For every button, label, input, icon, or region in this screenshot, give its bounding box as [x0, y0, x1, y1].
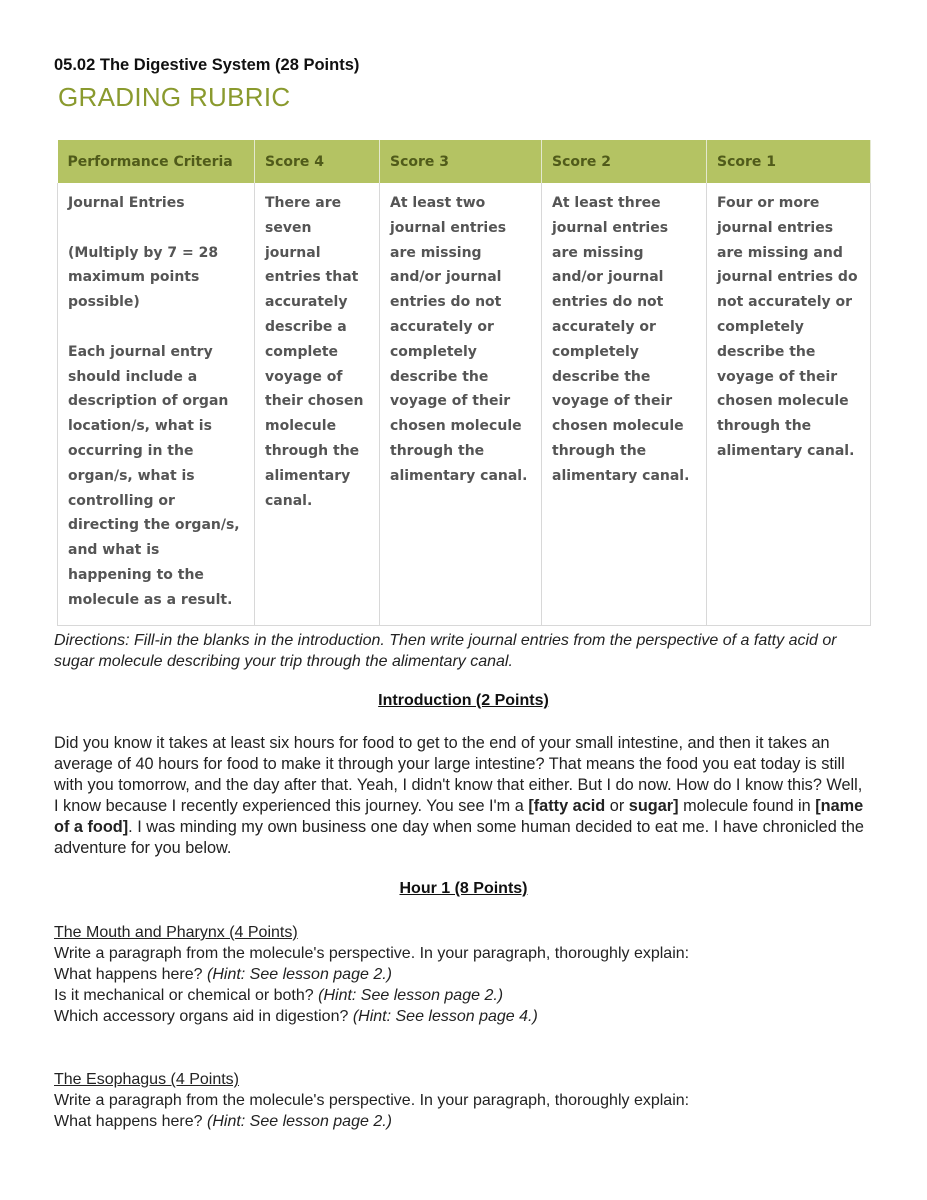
- intro-text-2: molecule found in: [678, 797, 816, 815]
- mouth-pharynx-prompt: Write a paragraph from the molecule's perspective. In your paragraph, thoroughly explain:: [54, 945, 690, 962]
- introduction-heading: Introduction (2 Points): [378, 692, 549, 709]
- header-score-4: Score 4: [255, 140, 380, 183]
- score-3-cell: At least two journal entries are missing and/or journal entries do not accurately or completely describe the voyage of their chosen molecule through the alimentary canal.: [380, 183, 542, 625]
- intro-text-3: . I was minding my own business one day when some human decided to eat me. I have chronicled the adventure for you below.: [54, 818, 864, 857]
- question-text: What happens here?: [54, 1113, 207, 1130]
- grading-rubric-table: [57, 140, 871, 626]
- blank-molecule-close: sugar]: [628, 797, 679, 815]
- header-score-1: Score 1: [707, 140, 871, 183]
- directions: Directions: Fill-in the blanks in the introduction. Then write journal entries from the perspective of a fatty acid or sugar molecule describing your trip through the alimentary canal.: [54, 632, 837, 670]
- question-text: Is it mechanical or chemical or both?: [54, 987, 319, 1004]
- hint-text: (Hint: See lesson page 4.): [352, 1008, 538, 1025]
- question-text: What happens here?: [54, 966, 207, 983]
- mouth-pharynx-title: The Mouth and Pharynx (4 Points): [54, 924, 298, 941]
- mouth-pharynx-section: [54, 922, 874, 1027]
- rubric-title: GRADING RUBRIC: [58, 82, 291, 112]
- esophagus-title: The Esophagus (4 Points): [54, 1071, 239, 1088]
- mouth-question-1: [54, 964, 874, 985]
- mouth-question-3: [54, 1006, 874, 1027]
- hint-text: (Hint: See lesson page 2.): [318, 987, 504, 1004]
- criteria-description: Each journal entry should include a description of organ location/s, what is occurring in the organ/s, what is controlling or directing the organ/s, and what is happening to the molecule as a result.: [68, 343, 240, 608]
- hint-text: (Hint: See lesson page 2.): [207, 1113, 392, 1130]
- criteria-name: Journal Entries: [68, 195, 185, 211]
- score-1-cell: Four or more journal entries are missing and journal entries do not accurately or completely describe the voyage of their chosen molecule through the alimentary canal.: [707, 183, 871, 625]
- blank-food-name: [name of a food]: [54, 797, 864, 836]
- hint-text: (Hint: See lesson page 2.): [207, 966, 392, 983]
- mouth-question-2: [54, 985, 874, 1006]
- esophagus-prompt: Write a paragraph from the molecule's perspective. In your paragraph, thoroughly explain:: [54, 1092, 690, 1109]
- header-performance-criteria: Performance Criteria: [58, 140, 255, 183]
- score-2-cell: At least three journal entries are missing and/or journal entries do not accurately or completely describe the voyage of their chosen molecule through the alimentary canal.: [542, 183, 707, 625]
- document-title: 05.02 The Digestive System (28 Points): [54, 56, 360, 74]
- hour-1-heading: Hour 1 (8 Points): [399, 880, 528, 897]
- esophagus-question-1: [54, 1111, 874, 1132]
- rubric-row-journal-entries: [58, 183, 871, 625]
- criteria-multiplier: (Multiply by 7 = 28 maximum points possible): [68, 244, 219, 311]
- intro-text-1: Did you know it takes at least six hours for food to get to the end of your small intestine, and then it takes an average of 40 hours for food to make it through your large intestine? That means the food you eat today is still with you tomorrow, and the day after that. Yeah, I didn't know that either. But I do now. How do I know this? Well, I know because I recently experienced this journey. You see I'm a: [54, 734, 863, 815]
- score-4-cell: There are seven journal entries that accurately describe a complete voyage of their chosen molecule through the alimentary canal.: [255, 183, 380, 625]
- esophagus-section: [54, 1069, 874, 1132]
- blank-molecule-open: [fatty acid: [528, 797, 606, 815]
- header-score-3: Score 3: [380, 140, 542, 183]
- intro-or: or: [605, 797, 629, 815]
- question-text: Which accessory organs aid in digestion?: [54, 1008, 353, 1025]
- criteria-cell: [58, 183, 255, 625]
- introduction-paragraph: [54, 733, 869, 859]
- header-score-2: Score 2: [542, 140, 707, 183]
- rubric-header-row: [58, 140, 871, 183]
